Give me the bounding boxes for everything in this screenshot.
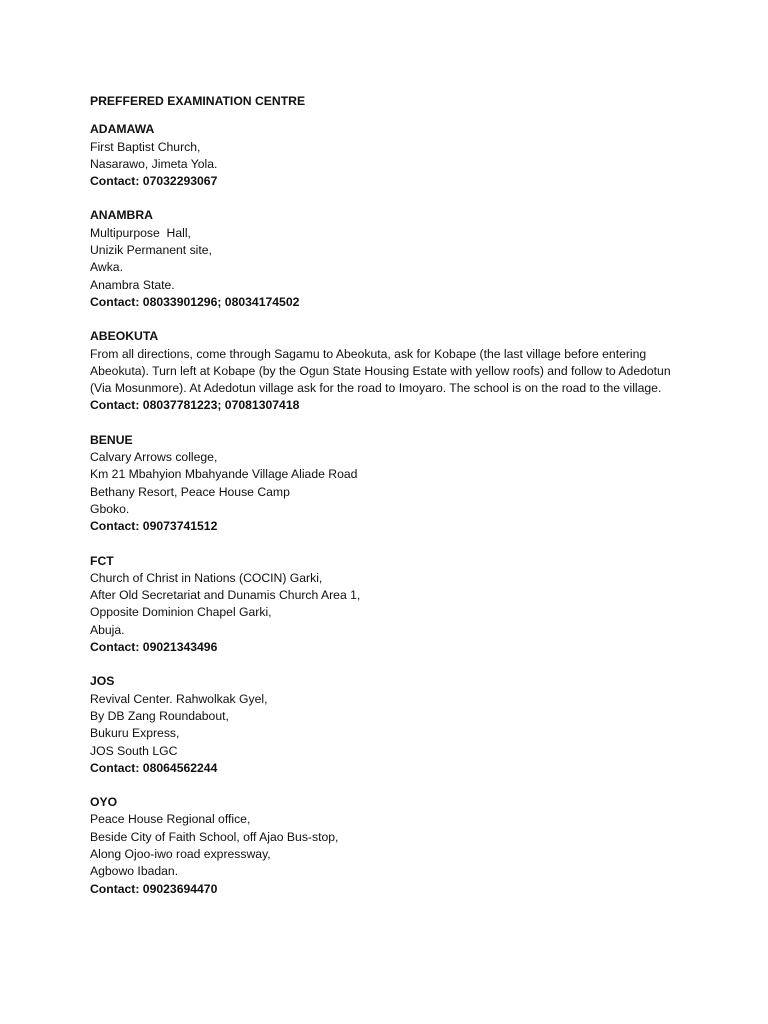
address-line: Peace House Regional office, [90, 812, 251, 827]
contact-line: Contact: 08037781223; 07081307418 [90, 398, 300, 413]
section-heading: JOS [90, 674, 115, 689]
address-line: Beside City of Faith School, off Ajao Bus-stop, [90, 829, 339, 844]
centre-section-anambra [90, 207, 690, 311]
address-line: Nasarawo, Jimeta Yola. [90, 156, 218, 171]
address-line: Unizik Permanent site, [90, 243, 212, 258]
contact-line: Contact: 08064562244 [90, 760, 218, 775]
address-line: Abuja. [90, 622, 125, 637]
section-heading: ADAMAWA [90, 122, 155, 137]
contact-line: Contact: 07032293067 [90, 174, 218, 189]
document-title: PREFFERED EXAMINATION CENTRE [90, 94, 306, 108]
contact-line: Contact: 09021343496 [90, 640, 218, 655]
centre-section-jos [90, 673, 690, 777]
section-heading: ABEOKUTA [90, 329, 159, 344]
contact-line: Contact: 09073741512 [90, 519, 218, 534]
address-line: After Old Secretariat and Dunamis Church Area 1, [90, 588, 361, 603]
address-line: Agbowo Ibadan. [90, 864, 179, 879]
address-line: Km 21 Mbahyion Mbahyande Village Aliade Road [90, 467, 358, 482]
address-line: Bethany Resort, Peace House Camp [90, 484, 290, 499]
address-line: Church of Christ in Nations (COCIN) Garki, [90, 570, 323, 585]
address-line: Calvary Arrows college, [90, 450, 218, 465]
section-heading: BENUE [90, 432, 133, 447]
address-line: Opposite Dominion Chapel Garki, [90, 605, 272, 620]
address-line: First Baptist Church, [90, 139, 201, 154]
address-line: Gboko. [90, 501, 130, 516]
document-page [90, 93, 690, 915]
address-line: Bukuru Express, [90, 726, 180, 741]
address-line: Revival Center. Rahwolkak Gyel, [90, 691, 268, 706]
address-line: JOS South LGC [90, 743, 178, 758]
address-line: Along Ojoo-iwo road expressway, [90, 846, 271, 861]
address-line: Awka. [90, 260, 123, 275]
centre-section-fct [90, 553, 690, 657]
section-heading: FCT [90, 553, 114, 568]
contact-line: Contact: 08033901296; 08034174502 [90, 294, 300, 309]
address-line: Multipurpose Hall, [90, 225, 191, 240]
contact-line: Contact: 09023694470 [90, 881, 218, 896]
address-line: By DB Zang Roundabout, [90, 708, 229, 723]
directions-paragraph: From all directions, come through Sagamu to Abeokuta, ask for Kobape (the last village before entering Abeokuta). Turn left at Kobape (by the Ogun State Housing Estate with yellow roofs) and follow to Adedotun (Via Mosunmore). At Adedotun village ask for the road to Imoyaro. The school is on the road to the village. [90, 346, 671, 396]
centre-section-oyo [90, 794, 690, 898]
section-heading: OYO [90, 795, 118, 810]
address-line: Anambra State. [90, 277, 175, 292]
section-heading: ANAMBRA [90, 208, 153, 223]
centre-section-adamawa [90, 121, 690, 190]
centre-section-benue [90, 432, 690, 536]
centre-section-abeokuta [90, 328, 690, 414]
